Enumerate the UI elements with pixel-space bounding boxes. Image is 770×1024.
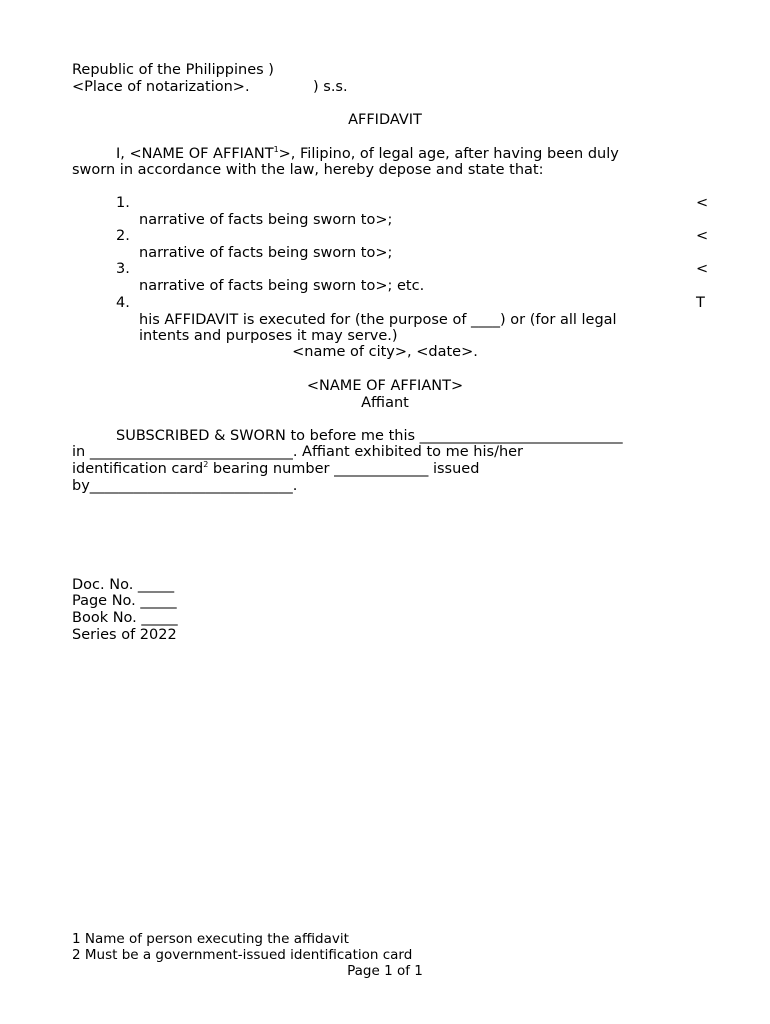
item-1-start: < (696, 195, 709, 211)
footnote-ref-2: 2 (203, 460, 209, 469)
item-3-number: 3. (116, 261, 130, 277)
intro-line-1 (116, 146, 619, 163)
item-1-text: narrative of facts being sworn to>; (139, 212, 393, 228)
document-title: AFFIDAVIT (348, 112, 422, 128)
item-4-text-line-2: intents and purposes it may serve.) (139, 328, 398, 344)
venue-place: <Place of notarization>. (72, 79, 250, 95)
item-4-start: T (696, 295, 705, 311)
item-4-number: 4. (116, 295, 130, 311)
intro-line-2: sworn in accordance with the law, hereby depose and state that: (72, 162, 544, 178)
jurat-line-3 (72, 461, 479, 478)
item-1-number: 1. (116, 195, 130, 211)
item-2-number: 2. (116, 228, 130, 244)
intro-prefix: I, <NAME OF AFFIANT (116, 146, 274, 162)
place-date: <name of city>, <date>. (292, 344, 478, 360)
item-2-text: narrative of facts being sworn to>; (139, 245, 393, 261)
jurat-line-4: by____________________________. (72, 478, 298, 494)
intro-suffix: >, Filipino, of legal age, after having been duly (278, 146, 619, 162)
venue-ss: ) s.s. (313, 79, 348, 95)
item-3-text: narrative of facts being sworn to>; etc. (139, 278, 425, 294)
page-number: Page 1 of 1 (347, 963, 423, 979)
footnote-1: 1 Name of person executing the affidavit (72, 931, 349, 947)
item-3-start: < (696, 261, 709, 277)
footnote-ref-1: 1 (273, 145, 279, 154)
venue-country: Republic of the Philippines ) (72, 62, 274, 78)
item-4-text-line-1: his AFFIDAVIT is executed for (the purpose of ____) or (for all legal (139, 312, 617, 328)
book-no: Book No. _____ (72, 610, 178, 626)
jurat-line-1: SUBSCRIBED & SWORN to before me this ____________________________ (116, 428, 623, 444)
footnote-2: 2 Must be a government-issued identification card (72, 947, 413, 963)
jurat-line-2: in ____________________________. Affiant exhibited to me his/her (72, 444, 524, 460)
affiant-label: Affiant (361, 395, 409, 411)
page-no: Page No. _____ (72, 593, 177, 609)
affiant-name: <NAME OF AFFIANT> (306, 378, 464, 394)
series: Series of 2022 (72, 627, 177, 643)
jurat-line-3-prefix: identification card (72, 461, 204, 477)
jurat-line-3-suffix: bearing number _____________ issued (208, 461, 480, 477)
doc-no: Doc. No. _____ (72, 577, 175, 593)
item-2-start: < (696, 228, 709, 244)
